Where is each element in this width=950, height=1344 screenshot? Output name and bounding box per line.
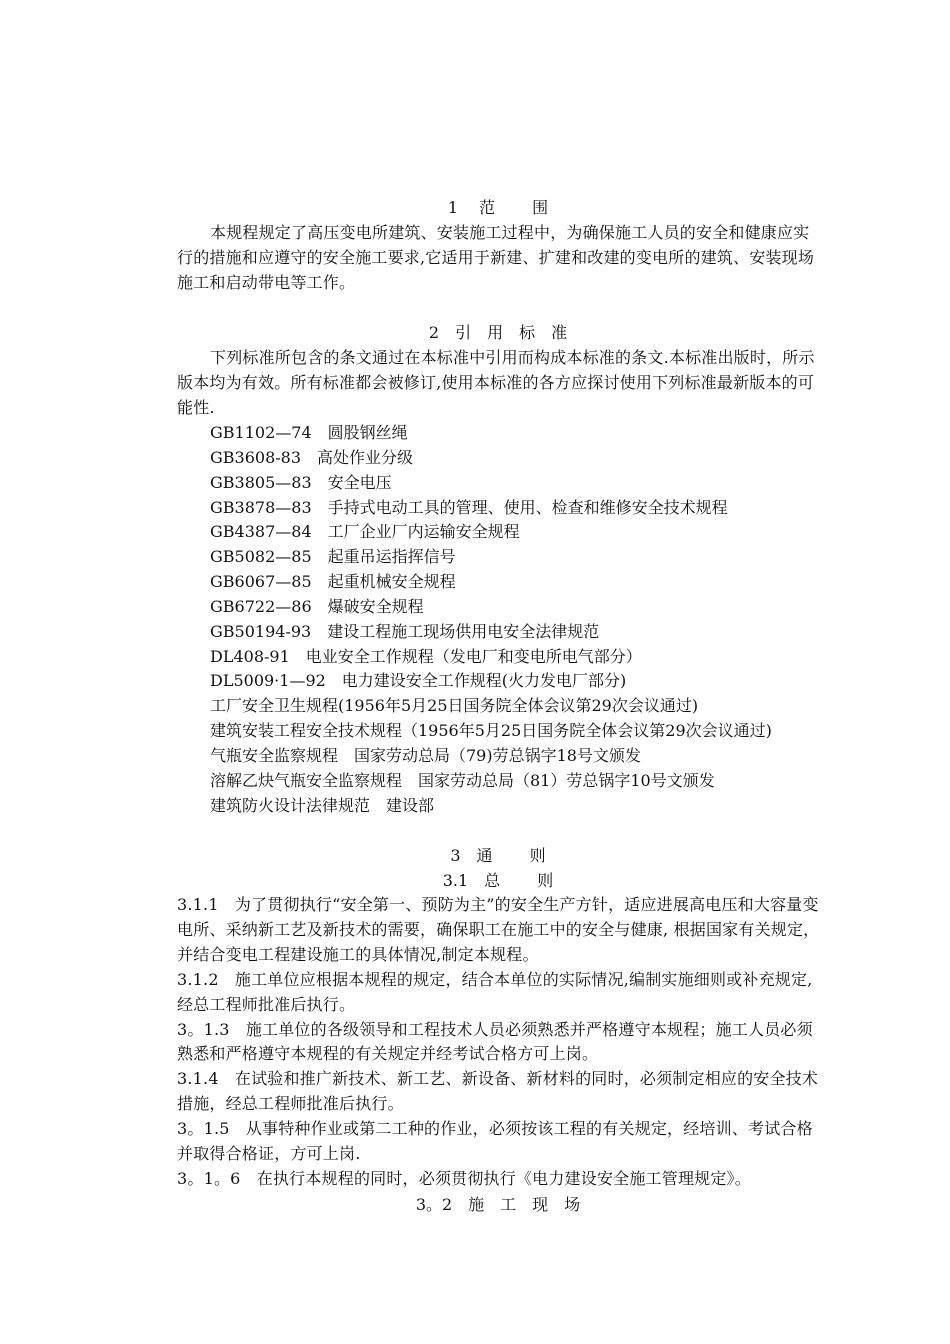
- reference-item: DL408-91 电业安全工作规程（发电厂和变电所电气部分）: [210, 646, 642, 666]
- reference-item: GB50194-93 建设工程施工现场供用电安全法律规范: [210, 621, 600, 641]
- section-1-body: 本规程规定了高压变电所建筑、安装施工过程中，为确保施工人员的安全和健康应实行的措施和应遵守的安全施工要求,它适用于新建、扩建和改建的变电所的建筑、安装现场施工和启动带电等工作。: [177, 223, 815, 292]
- section-3-1-heading: 3.1 总 则: [442, 871, 554, 890]
- reference-item: 建筑防火设计法律规范 建设部: [210, 795, 435, 815]
- reference-item: 建筑安装工程安全技术规程（1956年5月25日国务院全体会议第29次会议通过): [210, 721, 772, 741]
- reference-item: GB4387—84 工厂企业厂内运输安全规程: [210, 522, 520, 542]
- clause-3-1-4: 3.1.4 在试验和推广新技术、新工艺、新设备、新材料的同时，必须制定相应的安全技术措施，经总工程师批准后执行。: [177, 1069, 819, 1114]
- clause-3-1-1: 3.1.1 为了贯彻执行“安全第一、预防为主”的安全生产方针，适应进展高电压和大容量变电所、采纳新工艺及新技术的需要，确保职工在施工中的安全与健康, 根据国家有关规定，并结合变电工程建设施工的具体情况,制定本规程。: [177, 895, 820, 964]
- reference-item: 工厂安全卫生规程(1956年5月25日国务院全体会议第29次会议通过): [210, 696, 699, 716]
- section-2-body: 下列标准所包含的条文通过在本标准中引用而构成本标准的条文.本标准出版时，所示版本均为有效。所有标准都会被修订,使用本标准的各方应探讨使用下列标准最新版本的可能性.: [177, 348, 815, 417]
- reference-list: [210, 421, 830, 819]
- section-3-heading: 3 通 则: [450, 846, 546, 865]
- reference-item: 气瓶安全监察规程 国家劳动总局（79)劳总锅字18号文颁发: [210, 745, 641, 765]
- reference-item: GB6067—85 起重机械安全规程: [210, 572, 456, 592]
- reference-item: GB1102—74 圆股钢丝绳: [210, 423, 408, 442]
- clause-list: [177, 893, 825, 1192]
- reference-item: GB3878—83 手持式电动工具的管理、使用、检查和维修安全技术规程: [210, 497, 728, 517]
- reference-item: GB6722—86 爆破安全规程: [210, 596, 424, 616]
- clause-3-1-5: 3。1.5 从事特种作业或第二工种的作业，必须按该工程的有关规定，经培训、考试合格并取得合格证，方可上岗.: [177, 1119, 813, 1164]
- section-2-heading: 2 引 用 标 准: [428, 323, 568, 342]
- reference-item: 溶解乙炔气瓶安全监察规程 国家劳动总局（81）劳总锅字10号文颁发: [210, 770, 715, 790]
- section-3-2-heading: 3。2 施 工 现 场: [415, 1195, 581, 1214]
- section-1-heading: 1 范 围: [447, 198, 549, 217]
- clause-3-1-6: 3。1。6 在执行本规程的同时，必须贯彻执行《电力建设安全施工管理规定》。: [177, 1168, 751, 1188]
- reference-item: GB5082—85 起重吊运指挥信号: [210, 547, 456, 567]
- clause-3-1-3: 3。1.3 施工单位的各级领导和工程技术人员必须熟悉并严格遵守本规程；施工人员必须熟悉和严格遵守本规程的有关规定并经考试合格方可上岗。: [177, 1019, 813, 1064]
- reference-item: GB3608-83 高处作业分级: [210, 447, 414, 467]
- reference-item: GB3805—83 安全电压: [210, 472, 392, 492]
- reference-item: DL5009·1—92 电力建设安全工作规程(火力发电厂部分): [210, 671, 627, 691]
- clause-3-1-2: 3.1.2 施工单位应根据本规程的规定，结合本单位的实际情况,编制实施细则或补充规定,经总工程师批准后执行。: [177, 969, 813, 1014]
